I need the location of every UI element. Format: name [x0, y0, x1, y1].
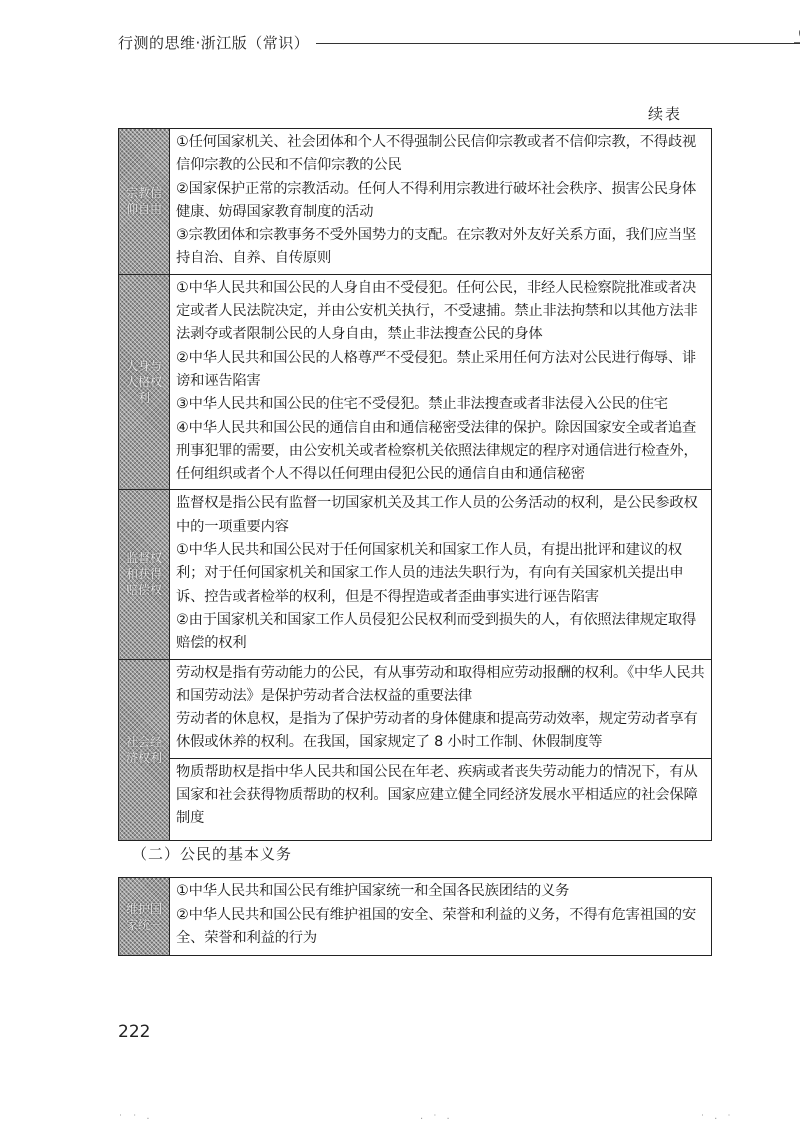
- header-rule: [316, 43, 800, 44]
- paragraph: ①中华人民共和国公民的人身自由不受侵犯。任何公民，非经人民检察院批准或者决定或者人民法院决定，并由公安机关执行，不受逮捕。禁止非法拘禁和以其他方法非法剥夺或者限制公民的人身自由，禁止非法搜查公民的身体: [176, 279, 698, 343]
- page-header: [118, 26, 718, 56]
- row-content: [170, 878, 712, 956]
- paragraph: ②国家保护正常的宗教活动。任何人不得利用宗教进行破坏社会秩序、损害公民身体健康、妨碍国家教育制度的活动: [176, 180, 697, 220]
- section-heading: （二）公民的基本义务: [132, 845, 293, 863]
- row-label-cell: [119, 129, 170, 275]
- paragraph: 劳动者的休息权，是指为了保护劳动者的身体健康和提高劳动效率，规定劳动者享有休假或休养的权利。在我国，国家规定了 8 小时工作制、休假制度等: [176, 711, 698, 751]
- scan-noise: ˙ ˙ ·: [118, 1114, 153, 1125]
- paragraph: ③中华人民共和国公民的住宅不受侵犯。禁止非法搜查或者非法侵入公民的住宅: [176, 396, 668, 413]
- paragraph: ①任何国家机关、社会团体和个人不得强制公民信仰宗教或者不信仰宗教，不得歧视信仰宗教的公民和不信仰宗教的公民: [176, 134, 697, 174]
- paragraph: ④中华人民共和国公民的通信自由和通信秘密受法律的保护。除因国家安全或者追查刑事犯罪的需要，由公安机关或者检察机关依照法律规定的程序对通信进行检查外，任何组织或者个人不得以任何理由侵犯公民的通信自由和通信秘密: [176, 419, 698, 483]
- header-title: 行测的思维·浙江版（常识）: [118, 34, 310, 52]
- paragraph: 劳动权是指有劳动能力的公民，有从事劳动和取得相应劳动报酬的权利。《中华人民共和国劳动法》是保护劳动者合法权益的重要法律: [176, 664, 705, 704]
- row-content: [170, 274, 712, 490]
- row-label-cell: [119, 878, 170, 956]
- rights-table: [118, 128, 712, 841]
- paragraph: 物质帮助权是指中华人民共和国公民在年老、疾病或者丧失劳动能力的情况下，有从国家和社会获得物质帮助的权利。国家应建立健全同经济发展水平相适应的社会保障制度: [176, 763, 698, 827]
- row-content: [170, 758, 712, 840]
- row-label: 监督权和获得赔偿权: [125, 551, 162, 598]
- paragraph: ②中华人民共和国公民的人格尊严不受侵犯。禁止采用任何方法对公民进行侮辱、诽谤和诬告陷害: [176, 349, 697, 389]
- paragraph: ①中华人民共和国公民对于任何国家机关和国家工作人员，有提出批评和建议的权利；对于任何国家机关和国家工作人员的违法失职行为，有向有关国家机关提出申诉、控告或者检举的权利，但是不得捏造或者歪曲事实进行诬告陷害: [176, 542, 684, 605]
- paragraph: ③宗教团体和宗教事务不受外国势力的支配。在宗教对外友好关系方面，我们应当坚持自治、自养、自传原则: [176, 227, 697, 267]
- sprout-icon: [794, 26, 800, 56]
- row-content: [170, 490, 712, 659]
- page-number: 222: [118, 1022, 151, 1042]
- table-row: [119, 659, 712, 758]
- row-label-cell: [119, 659, 170, 840]
- paragraph: ②中华人民共和国公民有维护祖国的安全、荣誉和利益的义务，不得有危害祖国的安全、荣誉和利益的行为: [176, 906, 697, 946]
- row-content: [170, 129, 712, 275]
- row-label: 维护国家统一: [125, 901, 162, 932]
- continued-label: 续表: [648, 105, 683, 123]
- table-row: [119, 129, 712, 275]
- table-row: [119, 878, 712, 956]
- table-row: [119, 758, 712, 840]
- scan-noise: ˙ · ˙: [700, 1114, 735, 1125]
- row-label-cell: [119, 274, 170, 490]
- table-row: [119, 490, 712, 659]
- row-label: 人身与人格权利: [125, 359, 162, 406]
- duties-table: [118, 877, 712, 956]
- paragraph: 监督权是指公民有监督一切国家机关及其工作人员的公务活动的权利，是公民参政权中的一项重要内容: [176, 495, 698, 535]
- paragraph: ②由于国家机关和国家工作人员侵犯公民权利而受到损失的人，有依照法律规定取得赔偿的权利: [176, 611, 697, 652]
- scan-noise: · ˙ ·: [420, 1114, 453, 1125]
- row-content: [170, 659, 712, 758]
- paragraph: ①中华人民共和国公民有维护国家统一和全国各民族团结的义务: [176, 883, 570, 899]
- row-label-cell: [119, 490, 170, 659]
- row-label: 宗教信仰自由: [125, 186, 162, 217]
- row-label: 社会经济权利: [125, 734, 162, 765]
- table-row: [119, 274, 712, 490]
